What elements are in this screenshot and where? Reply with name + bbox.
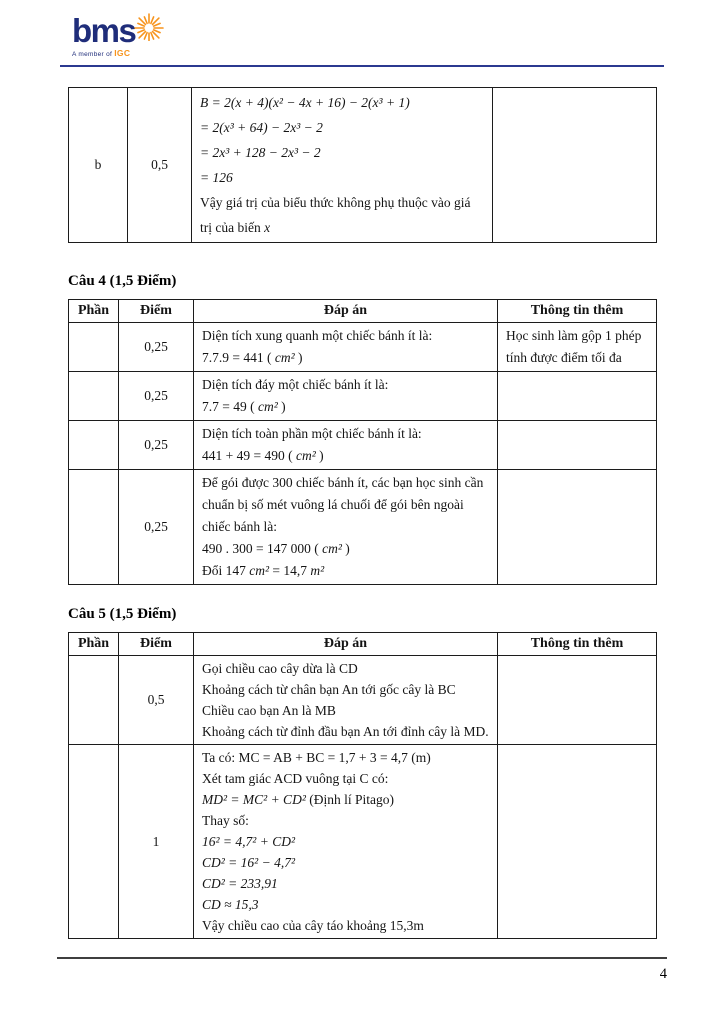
math-segment: m² — [310, 563, 325, 578]
text-segment: ) — [294, 350, 303, 365]
section-title-cau5: Câu 5 (1,5 Điểm) — [68, 606, 177, 622]
score-cell: 0,5 — [128, 88, 192, 243]
answer-cell — [194, 656, 498, 745]
table-row — [69, 421, 657, 470]
math-segment: cm² — [257, 399, 278, 414]
header-row — [69, 633, 657, 656]
math-segment: MD² = MC² + CD² — [202, 792, 306, 807]
header-row — [69, 300, 657, 323]
column-header-diem: Điểm — [119, 300, 194, 323]
text-line — [202, 810, 489, 831]
table-row — [69, 656, 657, 745]
text-line — [202, 721, 489, 742]
math-segment: B = 2(x + 4)(x² − 4x + 16) − 2(x³ + 1) — [200, 95, 410, 110]
text-line — [202, 915, 489, 936]
math-segment: cm² — [295, 448, 316, 463]
text-line — [202, 374, 489, 396]
text-segment: 490 . 300 = 147 000 ( — [202, 541, 323, 556]
text-line — [200, 190, 484, 240]
text-line — [202, 873, 489, 894]
info-cell — [498, 372, 657, 421]
part-cell — [69, 323, 119, 372]
text-line — [202, 396, 489, 418]
header-divider — [60, 65, 664, 67]
cau4-answer-table — [68, 299, 657, 585]
text-segment: = 14,7 — [269, 563, 311, 578]
math-segment: = 2(x³ + 64) − 2x³ − 2 — [200, 120, 323, 135]
part-cell — [69, 656, 119, 745]
text-segment: Diện tích đáy một chiếc bánh ít là: — [202, 377, 389, 392]
logo-tagline-prefix: A member of — [72, 51, 113, 58]
text-segment: Vậy giá trị của biểu thức không phụ thuộc vào giá trị của biến — [200, 195, 471, 235]
table-row — [69, 470, 657, 585]
text-line — [202, 768, 489, 789]
text-segment: (Định lí Pitago) — [305, 792, 394, 807]
text-line — [202, 538, 489, 560]
sunburst-icon — [130, 3, 168, 41]
text-line — [202, 325, 489, 347]
page-number: 4 — [659, 966, 667, 982]
text-line — [200, 90, 484, 115]
info-cell — [498, 323, 657, 372]
continuation-answer-table — [68, 87, 657, 243]
text-segment: Thay số: — [202, 813, 249, 828]
table-row — [69, 88, 657, 243]
math-segment: CD² = 16² − 4,7² — [202, 855, 295, 870]
score-cell: 0,25 — [119, 323, 194, 372]
text-segment: Khoảng cách từ chân bạn An tới gốc cây là BC — [202, 682, 456, 697]
text-segment: ) — [315, 448, 324, 463]
info-cell — [498, 656, 657, 745]
cau5-answer-table — [68, 632, 657, 939]
answer-cell — [194, 421, 498, 470]
text-line — [202, 445, 489, 467]
score-cell: 1 — [119, 745, 194, 939]
text-segment: Để gói được 300 chiếc bánh ít, các bạn học sinh cần chuẩn bị số mét vuông lá chuối để gói bên ngoài chiếc bánh là: — [202, 475, 484, 534]
text-line — [202, 658, 489, 679]
math-segment: = 2x³ + 128 − 2x³ − 2 — [200, 145, 321, 160]
table-row — [69, 745, 657, 939]
text-segment: ) — [277, 399, 286, 414]
text-line — [202, 747, 489, 768]
text-segment: Khoảng cách từ đỉnh đầu bạn An tới đỉnh cây là MD. — [202, 724, 489, 739]
answer-cell — [192, 88, 493, 243]
text-line — [202, 831, 489, 852]
math-segment: cm² — [322, 541, 342, 556]
text-line — [202, 423, 489, 445]
score-cell: 0,25 — [119, 421, 194, 470]
part-cell: b — [69, 88, 128, 243]
text-segment: 7.7.9 = 441 ( — [202, 350, 275, 365]
info-cell — [498, 470, 657, 585]
math-segment: cm² — [249, 563, 270, 578]
text-segment: Đổi 147 — [202, 563, 250, 578]
column-header-phan: Phần — [69, 633, 119, 656]
answer-cell — [194, 470, 498, 585]
text-line — [200, 140, 484, 165]
text-line — [202, 852, 489, 873]
text-segment: Xét tam giác ACD vuông tại C có: — [202, 771, 389, 786]
column-header-dapan: Đáp án — [194, 300, 498, 323]
footer-divider — [57, 957, 667, 959]
math-segment: x — [264, 220, 271, 235]
math-segment: cm² — [274, 350, 295, 365]
text-line — [202, 472, 489, 538]
part-cell — [69, 372, 119, 421]
math-segment: = 126 — [200, 170, 233, 185]
content-area — [68, 87, 656, 939]
score-cell: 0,25 — [119, 372, 194, 421]
answer-cell — [194, 745, 498, 939]
text-line — [202, 560, 489, 582]
text-line — [506, 325, 648, 369]
text-line — [202, 347, 489, 369]
text-segment: 441 + 49 = 490 ( — [202, 448, 296, 463]
text-segment: Vậy chiều cao của cây táo khoảng 15,3m — [202, 918, 424, 933]
text-line — [202, 789, 489, 810]
logo-text: bms — [72, 12, 136, 49]
math-segment: CD² = 233,91 — [202, 876, 278, 891]
column-header-dapan: Đáp án — [194, 633, 498, 656]
text-segment: Chiều cao bạn An là MB — [202, 703, 336, 718]
text-segment: ) — [341, 541, 350, 556]
text-line — [202, 700, 489, 721]
column-header-thongtin: Thông tin thêm — [498, 300, 657, 323]
text-line — [200, 165, 484, 190]
part-cell — [69, 421, 119, 470]
info-cell — [498, 421, 657, 470]
column-header-diem: Điểm — [119, 633, 194, 656]
table-row — [69, 372, 657, 421]
column-header-thongtin: Thông tin thêm — [498, 633, 657, 656]
text-segment: Ta có: MC = AB + BC = 1,7 + 3 = 4,7 (m) — [202, 750, 431, 765]
logo-tagline-brand: IGC — [114, 48, 131, 58]
score-cell: 0,25 — [119, 470, 194, 585]
part-cell — [69, 745, 119, 939]
text-segment: Diện tích toàn phần một chiếc bánh ít là: — [202, 426, 422, 441]
score-cell: 0,5 — [119, 656, 194, 745]
math-segment: CD ≈ 15,3 — [202, 897, 259, 912]
math-segment: 16² = 4,7² + CD² — [202, 834, 295, 849]
info-cell — [498, 745, 657, 939]
bms-logo — [72, 14, 192, 58]
info-cell — [493, 88, 657, 243]
text-segment: 7.7 = 49 ( — [202, 399, 258, 414]
text-segment: Học sinh làm gộp 1 phép tính được điểm tối đa — [506, 328, 642, 365]
text-line — [202, 679, 489, 700]
part-cell — [69, 470, 119, 585]
logo-tagline — [72, 48, 192, 58]
table-row — [69, 323, 657, 372]
column-header-phan: Phần — [69, 300, 119, 323]
answer-cell — [194, 372, 498, 421]
text-segment: Diện tích xung quanh một chiếc bánh ít là: — [202, 328, 433, 343]
text-segment: Gọi chiều cao cây dừa là CD — [202, 661, 358, 676]
section-title-cau4: Câu 4 (1,5 Điểm) — [68, 273, 177, 289]
answer-cell — [194, 323, 498, 372]
text-line — [200, 115, 484, 140]
text-line — [202, 894, 489, 915]
